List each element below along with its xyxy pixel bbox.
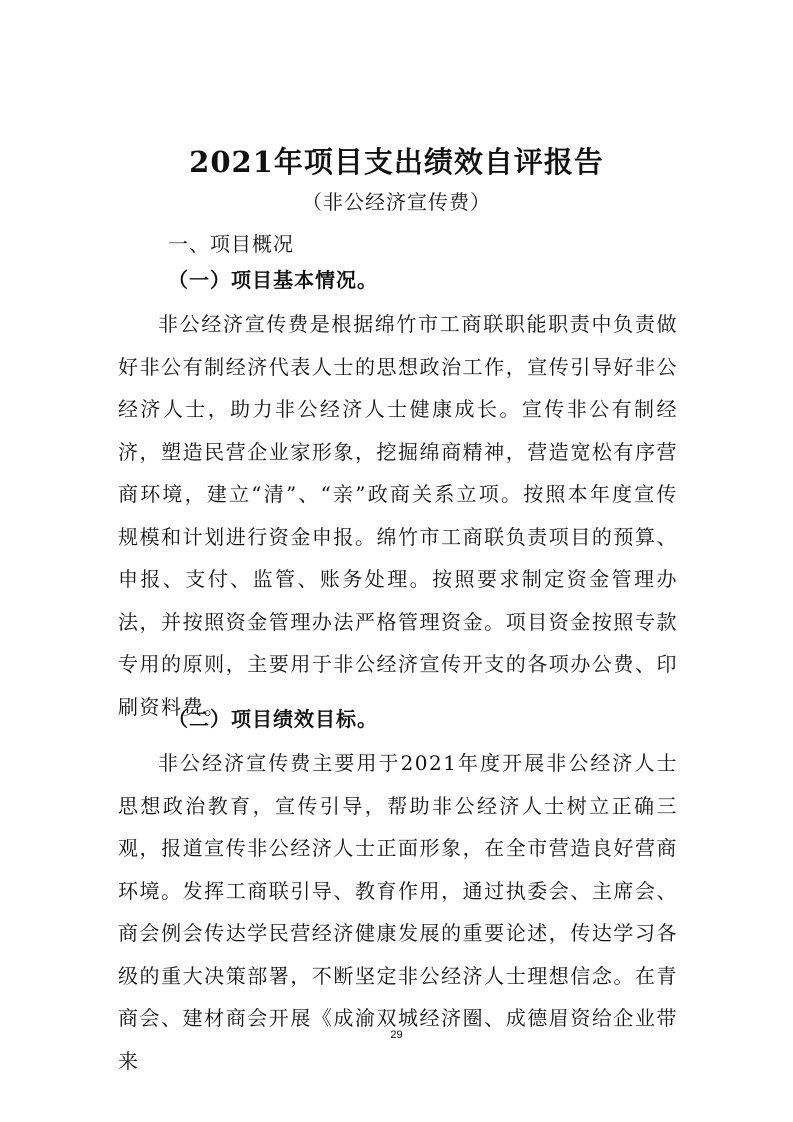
subsection-heading-performance-goals: （二）项目绩效目标。 [168, 707, 378, 731]
section-heading-project-overview: 一、项目概况 [168, 232, 294, 256]
report-subtitle: （非公经济宣传费） [302, 190, 491, 214]
subsection-heading-basic-info: （一）项目基本情况。 [168, 268, 378, 292]
report-title: 2021年项目支出绩效自评报告 [189, 145, 604, 179]
paragraph-basic-info: 非公经济宣传费是根据绵竹市工商联职能职责中负责做好非公有制经济代表人士的思想政治工作，宣传引导好非公经济人士，助力非公经济人士健康成长。宣传非公有制经济，塑造民营企业家形象，挖掘绵商精神，营造宽松有序营商环境，建立“清”、“亲”政商关系立项。按照本年度宣传规模和计划进行资金申报。绵竹市工商联负责项目的预算、申报、支付、监管、账务处理。按照要求制定资金管理办法，并按照资金管理办法严格管理资金。项目资金按照专款专用的原则，主要用于非公经济宣传开支的各项办公费、印刷资料费。 [118, 312, 678, 719]
paragraph-performance-goals: 非公经济宣传费主要用于2021年度开展非公经济人士思想政治教育，宣传引导，帮助非公经济人士树立正确三观，报道宣传非公经济人士正面形象，在全市营造良好营商环境。发挥工商联引导、教育作用，通过执委会、主席会、商会例会传达学民营经济健康发展的重要论述，传达学习各级的重大决策部署，不断坚定非公经济人士理想信念。在青商会、建材商会开展《成渝双城经济圈、成德眉资给企业带来 [118, 751, 678, 1073]
page-number: 29 [390, 1029, 403, 1041]
